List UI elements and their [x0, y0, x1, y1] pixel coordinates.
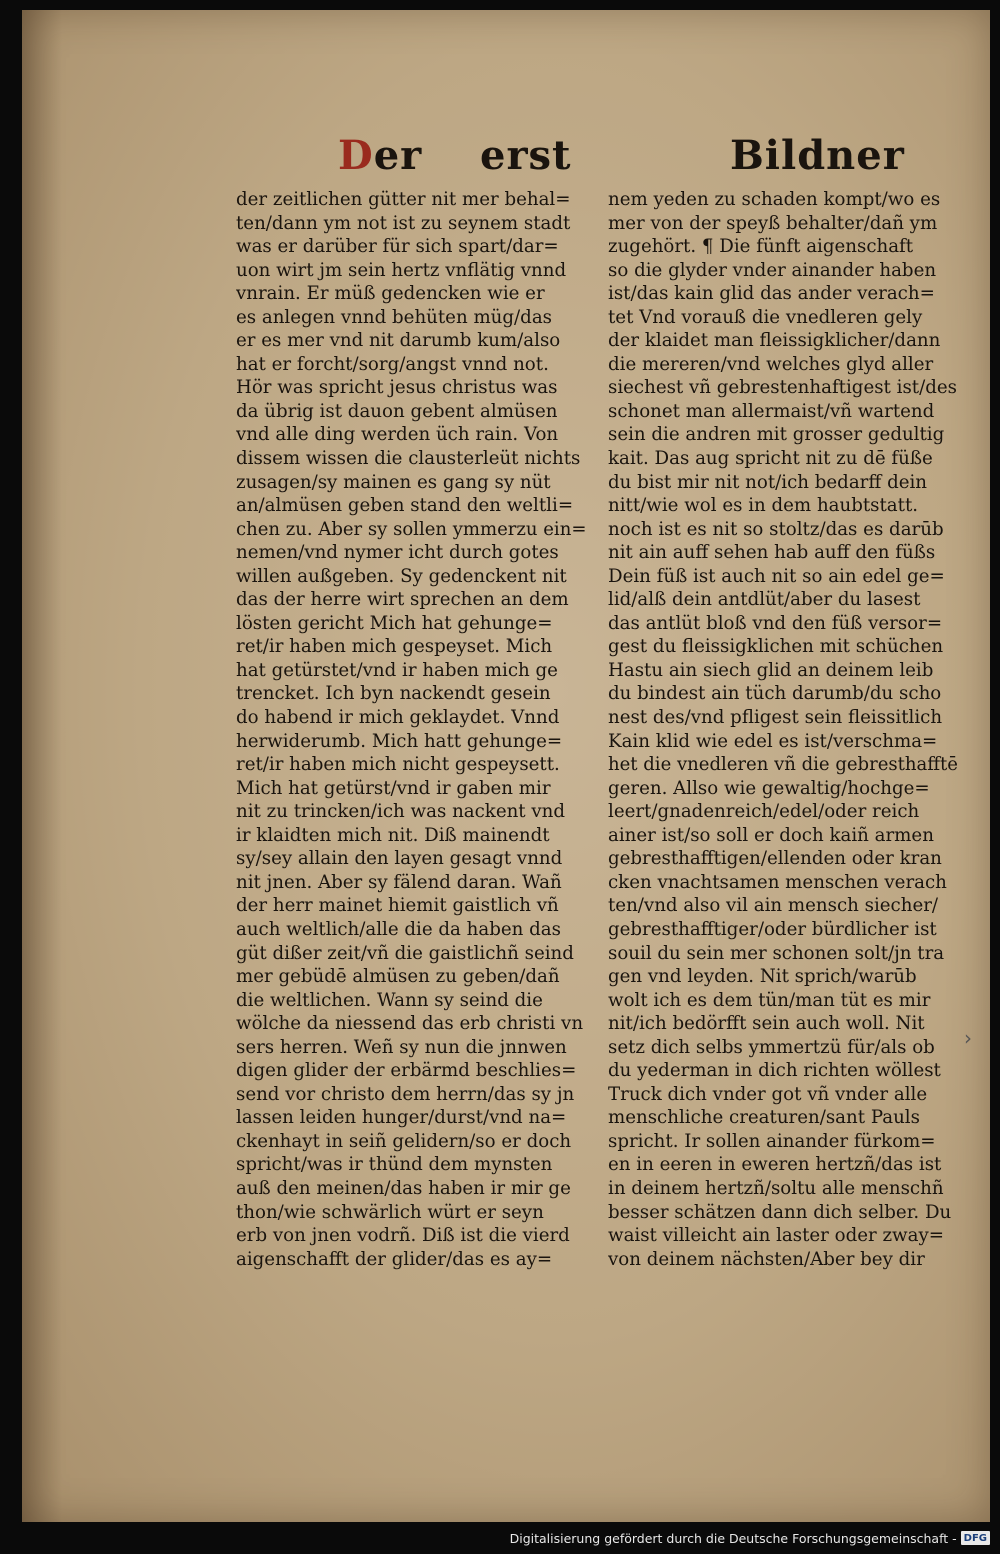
text-line: aigenschafft der glider/das es ay=: [236, 1248, 553, 1270]
text-line: Hastu ain siech glid an deinem leib: [608, 659, 934, 681]
text-line: lösten gericht Mich hat gehunge=: [236, 612, 553, 634]
text-line: tet Vnd vorauß die vnedleren gely: [608, 306, 923, 328]
text-line: noch ist es nit so stoltz/das es darūb: [608, 518, 944, 540]
text-line: Truck dich vnder got vñ vnder alle: [608, 1083, 928, 1105]
text-line: die weltlichen. Wann sy seind die: [236, 989, 543, 1011]
text-line: lassen leiden hunger/durst/vnd na=: [236, 1107, 567, 1129]
text-line: spricht. Ir sollen ainander fürkom=: [608, 1130, 936, 1152]
text-line: wolt ich es dem tün/man tüt es mir: [608, 989, 931, 1011]
margin-marker: ›: [964, 1026, 972, 1050]
text-line: du bist mir nit not/ich bedarff dein: [608, 471, 928, 493]
text-line: die mereren/vnd welches glyd aller: [608, 353, 934, 375]
text-line: du yederman in dich richten wöllest: [608, 1060, 941, 1082]
text-line: der herr mainet hiemit gaistlich vñ: [236, 895, 559, 917]
running-head-left-rest: er: [373, 132, 423, 179]
text-line: auch weltlich/alle die da haben das: [236, 918, 561, 940]
text-line: leert/gnadenreich/edel/oder reich: [608, 801, 920, 823]
text-line: von deinem nächsten/Aber bey dir: [608, 1248, 925, 1270]
text-line: der zeitlichen gütter nit mer behal=: [236, 189, 571, 210]
running-head-right: Bildner: [730, 132, 905, 179]
text-line: da übrig ist dauon gebent almüsen: [236, 400, 558, 422]
text-line: setz dich selbs ymmertzü für/als ob: [608, 1036, 935, 1058]
text-line: lid/alß dein antdlüt/aber du lasest: [608, 589, 921, 611]
text-line: herwiderumb. Mich hatt gehunge=: [236, 730, 563, 752]
text-line: waist villeicht ain laster oder zway=: [608, 1225, 944, 1247]
text-line: du bindest ain tüch darumb/du scho: [608, 683, 942, 705]
text-line: Dein füß ist auch nit so ain edel ge=: [608, 565, 945, 587]
text-line: gebresthafftigen/ellenden oder kran: [608, 848, 942, 870]
text-line: nitt/wie wol es in dem haubtstatt.: [608, 495, 919, 517]
text-line: der klaidet man fleissigklicher/dann: [608, 330, 941, 352]
text-line: ten/dann ym not ist zu seynem stadt: [236, 212, 571, 234]
text-line: gest du fleissigklichen mit schüchen: [608, 636, 944, 658]
text-line: souil du sein mer schonen solt/jn tra: [608, 942, 945, 964]
text-line: das antlüt bloß vnd den füß versor=: [608, 612, 943, 634]
text-line: digen glider der erbärmd beschlies=: [236, 1060, 577, 1082]
text-line: ir klaidten mich nit. Diß mainendt: [236, 824, 550, 846]
text-line: ist/das kain glid das ander verach=: [608, 283, 935, 305]
text-line: het die vnedleren vñ die gebresthafftē: [608, 754, 958, 776]
text-line: sein die andren mit grosser gedultig: [608, 424, 945, 446]
text-line: güt dißer zeit/vñ die gaistlichñ seind: [236, 942, 574, 964]
text-line: ret/ir haben mich nicht gespeysett.: [236, 754, 560, 776]
text-line: nit ain auff sehen hab auff den füßs: [608, 542, 936, 564]
text-line: hat er forcht/sorg/angst vnnd not.: [236, 353, 549, 375]
text-line: ret/ir haben mich gespeyset. Mich: [236, 636, 553, 658]
text-line: erb von jnen vodrñ. Diß ist die vierd: [236, 1225, 570, 1247]
text-line: er es mer vnd nit darumb kum/also: [236, 330, 561, 352]
text-line: nem yeden zu schaden kompt/wo es: [608, 189, 941, 210]
text-line: nemen/vnd nymer icht durch gotes: [236, 542, 559, 564]
dfg-logo: DFG: [961, 1531, 990, 1545]
text-line: hat getürstet/vnd ir haben mich ge: [236, 659, 558, 681]
text-line: thon/wie schwärlich würt er seyn: [236, 1201, 544, 1223]
text-line: das der herre wirt sprechen an dem: [236, 589, 569, 611]
text-line: schonet man allermaist/vñ wartend: [608, 400, 935, 422]
text-line: vnrain. Er müß gedencken wie er: [236, 283, 545, 305]
text-line: besser schätzen dann dich selber. Du: [608, 1201, 952, 1223]
running-head-middle: erst: [480, 132, 572, 179]
text-line: cken vnachtsamen menschen verach: [608, 871, 947, 893]
text-line: an/almüsen geben stand den weltli=: [236, 495, 574, 517]
text-line: menschliche creaturen/sant Pauls: [608, 1107, 920, 1129]
text-line: ckenhayt in seiñ gelidern/so er doch: [236, 1130, 572, 1152]
footer-credit-text: Digitalisierung gefördert durch die Deutsche Forschungsgemeinschaft -: [509, 1530, 957, 1546]
text-line: nit/ich bedörfft sein auch woll. Nit: [608, 1013, 925, 1035]
text-line: gen vnd leyden. Nit sprich/warūb: [608, 966, 917, 988]
text-line: zugehört. ¶ Die fünft aigenschaft: [608, 236, 914, 258]
right-text-column: [608, 188, 958, 1271]
text-line: siechest vñ gebrestenhaftigest ist/des: [608, 377, 957, 399]
text-line: dissem wissen die clausterleüt nichts: [236, 448, 581, 470]
text-line: ten/vnd also vil ain mensch siecher/: [608, 895, 939, 917]
text-line: mer gebüdē almüsen zu geben/dañ: [236, 966, 560, 988]
text-line: geren. Allso wie gewaltig/hochge=: [608, 777, 930, 799]
text-line: wölche da niessend das erb christi vn: [236, 1013, 584, 1035]
text-line: trencket. Ich byn nackendt gesein: [236, 683, 551, 705]
running-head-initial: D: [338, 132, 374, 179]
text-line: uon wirt jm sein hertz vnflätig vnnd: [236, 259, 567, 281]
footer-credit: [509, 1528, 990, 1548]
text-line: auß den meinen/das haben ir mir ge: [236, 1177, 571, 1199]
text-line: spricht/was ir thünd dem mynsten: [236, 1154, 553, 1176]
text-line: nit jnen. Aber sy fälend daran. Wañ: [236, 871, 562, 893]
left-text-column: [236, 188, 586, 1271]
text-line: kait. Das aug spricht nit zu dē füße: [608, 448, 933, 470]
text-line: in deinem hertzñ/soltu alle menschñ: [608, 1177, 944, 1199]
running-head-left: [338, 132, 422, 179]
text-line: chen zu. Aber sy sollen ymmerzu ein=: [236, 518, 586, 540]
text-line: send vor christo dem herrn/das sy jn: [236, 1083, 575, 1105]
text-line: Hör was spricht jesus christus was: [236, 377, 558, 399]
text-line: sy/sey allain den layen gesagt vnnd: [236, 848, 563, 870]
text-line: Kain klid wie edel es ist/verschma=: [608, 730, 938, 752]
text-line: nit zu trincken/ich was nackent vnd: [236, 801, 566, 823]
text-line: es anlegen vnnd behüten müg/das: [236, 306, 552, 328]
text-line: gebresthafftiger/oder bürdlicher ist: [608, 918, 937, 940]
text-line: was er darüber für sich spart/dar=: [236, 236, 559, 258]
text-line: sers herren. Weñ sy nun die jnnwen: [236, 1036, 567, 1058]
text-line: mer von der speyß behalter/dañ ym: [608, 212, 938, 234]
text-line: willen außgeben. Sy gedenckent nit: [236, 565, 567, 587]
text-line: zusagen/sy mainen es gang sy nüt: [236, 471, 551, 493]
text-line: do habend ir mich geklaydet. Vnnd: [236, 707, 560, 729]
text-line: ainer ist/so soll er doch kaiñ armen: [608, 824, 934, 846]
text-line: en in eeren in eweren hertzñ/das ist: [608, 1154, 942, 1176]
text-line: Mich hat getürst/vnd ir gaben mir: [236, 777, 551, 799]
text-line: vnd alle ding werden üch rain. Von: [236, 424, 559, 446]
text-line: so die glyder vnder ainander haben: [608, 259, 937, 281]
text-line: nest des/vnd pfligest sein fleissitlich: [608, 707, 943, 729]
